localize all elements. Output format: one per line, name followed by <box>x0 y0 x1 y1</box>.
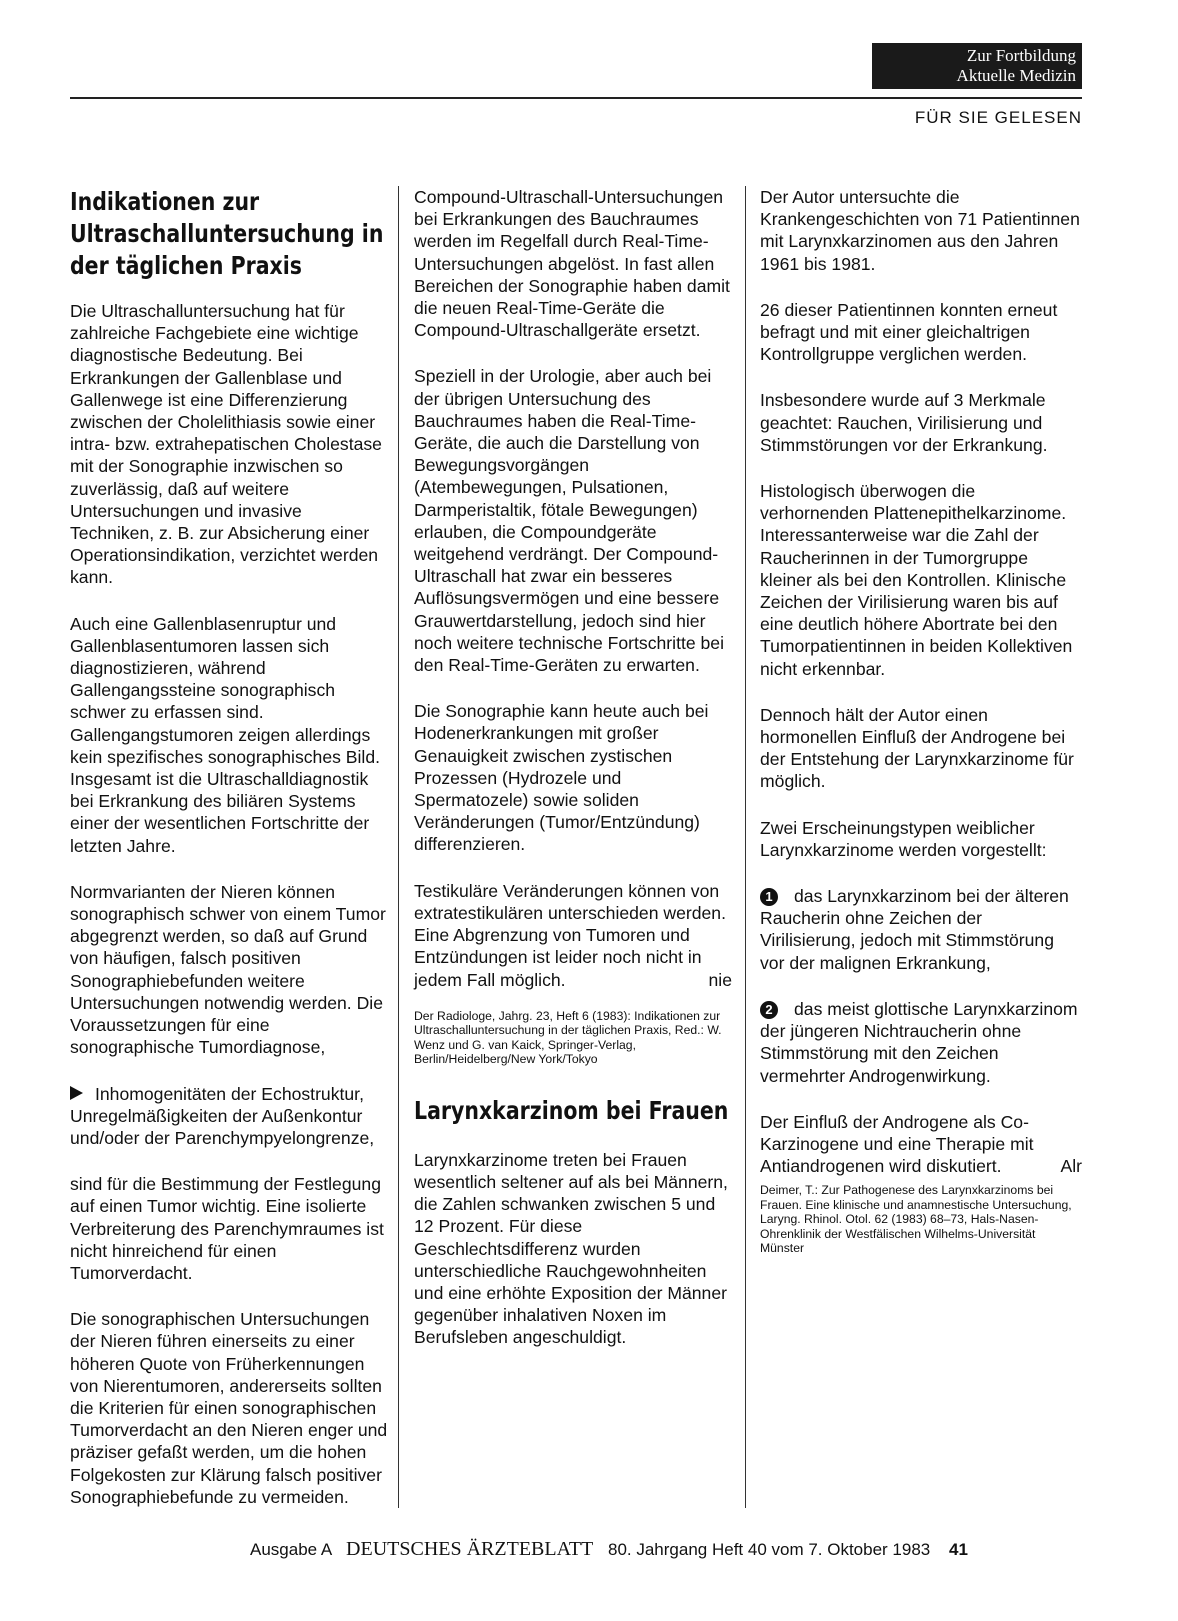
paragraph: Larynxkarzinome treten bei Frauen wesentlich seltener auf als bei Männern, die Zahlen schwanken zwischen 5 und 12 Prozent. Für diese Geschlechtsdifferenz wurden unterschiedliche Rauchgewohnheiten und eine erhöhte Exposition der Männer gegenüber inhalativen Noxen im Berufsleben angeschuldigt. <box>414 1149 728 1348</box>
author-signature: nie <box>708 969 732 990</box>
item-text: das Larynxkarzinom bei der älteren Raucherin ohne Zeichen der Virilisierung, jedoch mit Stimmstörung vor der malignen Erkrankung, <box>760 886 1069 973</box>
paragraph: Die Sonographie kann heute auch bei Hodenerkrankungen mit großer Genauigkeit zwischen zystischen Prozessen (Hydrozele und Spermatozele) sowie soliden Veränderungen (Tumor/Entzündung) differenzieren. <box>414 701 709 855</box>
paragraph: Dennoch hält der Autor einen hormonellen Einfluß der Androgene bei der Entstehung der Larynxkarzinome für möglich. <box>760 704 1074 792</box>
paragraph: Die Ultraschalluntersuchung hat für zahlreiche Fachgebiete eine wichtige diagnostische Bedeutung. Bei Erkrankungen der Gallenblase und Gallenwege ist eine Differenzierung zwischen der Cholelithiasis sowie einer intra- bzw. extrahepatischen Cholestase mit der Sonographie inzwischen so zuverlässig, daß auf weitere Untersuchungen und invasive Techniken, z. B. zur Absicherung einer Operationsindikation, verzichtet werden kann. <box>70 301 382 588</box>
bullet-text: Inhomogenitäten der Echostruktur, Unregelmäßigkeiten der Außenkontur und/oder der Parenchympyelongrenze, <box>70 1083 375 1148</box>
paragraph-text: Testikuläre Veränderungen können von extratestikulären unterschieden werden. Eine Abgrenzung von Tumoren und Entzündungen ist leider noch nicht in jedem Fall möglich. <box>414 880 726 990</box>
column-2 <box>414 0 732 1373</box>
reference: Deimer, T.: Zur Pathogenese des Larynxkarzinoms bei Frauen. Eine klinische und anamnestische Untersuchung, Laryng. Rhinol. Otol. 62 (1983) 68–73, Hals-Nasen-Ohrenklinik der Westfälischen Wilhelms-Universität Münster <box>760 1183 1072 1256</box>
page-footer <box>250 1538 968 1561</box>
paragraph: Auch eine Gallenblasenruptur und Gallenblasentumoren lassen sich diagnostizieren, während Gallengangssteine sonographisch schwer zu erfassen sind. Gallengangstumoren zeigen allerdings kein spezifisches sonographisches Bild. Insgesamt ist die Ultraschalldiagnostik bei Erkrankung des biliären Systems einer der wesentlichen Fortschritte der letzten Jahre. <box>70 613 381 856</box>
column-divider <box>745 186 746 1508</box>
magazine-name: DEUTSCHES ÄRZTEBLATT <box>346 1538 594 1560</box>
paragraph: Zwei Erscheinungstypen weiblicher Larynxkarzinome werden vorgestellt: <box>760 817 1047 860</box>
number-2-icon: 2 <box>760 1001 778 1019</box>
number-1-icon: 1 <box>760 888 778 906</box>
paragraph: Insbesondere wurde auf 3 Merkmale geachtet: Rauchen, Virilisierung und Stimmstörungen vor der Erkrankung. <box>760 390 1048 455</box>
item-text: das meist glottische Larynxkarzinom der jüngeren Nichtraucherin ohne Stimmstörung mit den Zeichen vermehrter Androgenwirkung. <box>760 998 1078 1086</box>
bullet-paragraph <box>70 1083 388 1150</box>
article-title: Larynxkarzinom bei Frauen <box>414 1095 729 1125</box>
paragraph: Die sonographischen Untersuchungen der Nieren führen einerseits zu einer höheren Quote von Früherkennungen von Nierentumoren, andererseits sollten die Kriterien für einen sonographischen Tumorverdacht an den Nieren enger und präziser gefaßt werden, um die hohen Folgekosten zur Klärung falsch positiver Sonographiebefunde zu vermeiden. <box>70 1309 388 1507</box>
paragraph: sind für die Bestimmung der Festlegung auf einen Tumor wichtig. Eine isolierte Verbreiterung des Parenchymraumes ist nicht hinreichend für einen Tumorverdacht. <box>70 1174 384 1283</box>
paragraph <box>414 880 732 991</box>
badge-line-1: Zur Fortbildung <box>966 46 1076 65</box>
paragraph: Speziell in der Urologie, aber auch bei der übrigen Untersuchung des Bauchraumes haben die Real-Time-Geräte, die auch die Darstellung von Bewegungsvorgängen (Atembewegungen, Pulsationen, Darmperistaltik, fötale Bewegungen) erlauben, die Compoundgeräte weitgehend verdrängt. Der Compound-Ultraschall hat zwar ein besseres Auflösungsvermögen und eine bessere Grauwertdarstellung, jedoch sind hier noch weitere technische Fortschritte bei den Real-Time-Geräten zu erwarten. <box>414 366 724 676</box>
issue-info: 80. Jahrgang Heft 40 vom 7. Oktober 1983 <box>608 1540 931 1559</box>
paragraph-text: Der Einfluß der Androgene als Co-Karzinogene und eine Therapie mit Antiandrogenen wird diskutiert. <box>760 1111 1034 1177</box>
paragraph: 26 dieser Patientinnen konnten erneut befragt und mit einer gleichaltrigen Kontrollgruppe verglichen werden. <box>760 299 1058 365</box>
paragraph: Der Autor untersuchte die Krankengeschichten von 71 Patientinnen mit Larynxkarzinomen aus den Jahren 1961 bis 1981. <box>760 187 1080 274</box>
paragraph: Histologisch überwogen die verhornenden Plattenepithelkarzinome. Interessanterweise war die Zahl der Raucherinnen in der Tumorgruppe kleiner als bei den Kontrollen. Klinische Zeichen der Virilisierung waren bis auf eine deutlich höhere Abortrate bei den Tumorpatientinnen in beiden Kollektiven nicht erkennbar. <box>760 481 1073 679</box>
paragraph: Compound-Ultraschall-Untersuchungen bei Erkrankungen des Bauchraumes werden im Regelfall durch Real-Time-Untersuchungen abgelöst. In fast allen Bereichen der Sonographie haben damit die neuen Real-Time-Geräte die Compound-Ultraschallgeräte ersetzt. <box>414 187 730 341</box>
paragraph <box>760 1111 1082 1178</box>
column-divider <box>398 186 399 1508</box>
badge-line-2: Aktuelle Medizin <box>956 66 1076 85</box>
numbered-item <box>760 885 1082 974</box>
page-number: 41 <box>949 1540 968 1559</box>
section-label: FÜR SIE GELESEN <box>914 108 1082 127</box>
article-title: Indikationen zur Ultraschalluntersuchung in der täglichen Praxis <box>70 187 384 280</box>
triangle-bullet-icon <box>70 1086 83 1100</box>
numbered-item <box>760 998 1082 1087</box>
column-3 <box>760 186 1082 1284</box>
paragraph: Normvarianten der Nieren können sonographisch schwer von einem Tumor abgegrenzt werden, so daß auf Grund von häufigen, falsch positiven Sonographiebefunden weitere Untersuchungen notwendig werden. Die Voraussetzungen für eine sonographische Tumordiagnose, <box>70 881 386 1058</box>
column-1 <box>70 186 388 1532</box>
author-signature: Alr <box>1060 1156 1082 1177</box>
reference: Der Radiologe, Jahrg. 23, Heft 6 (1983): Indikationen zur Ultraschalluntersuchung in der täglichen Praxis, Red.: W. Wenz und G. van Kaick, Springer-Verlag, Berlin/Heidelberg/New York/Tokyo <box>414 1008 722 1067</box>
section-badge <box>872 43 1082 89</box>
edition: Ausgabe A <box>250 1540 332 1559</box>
